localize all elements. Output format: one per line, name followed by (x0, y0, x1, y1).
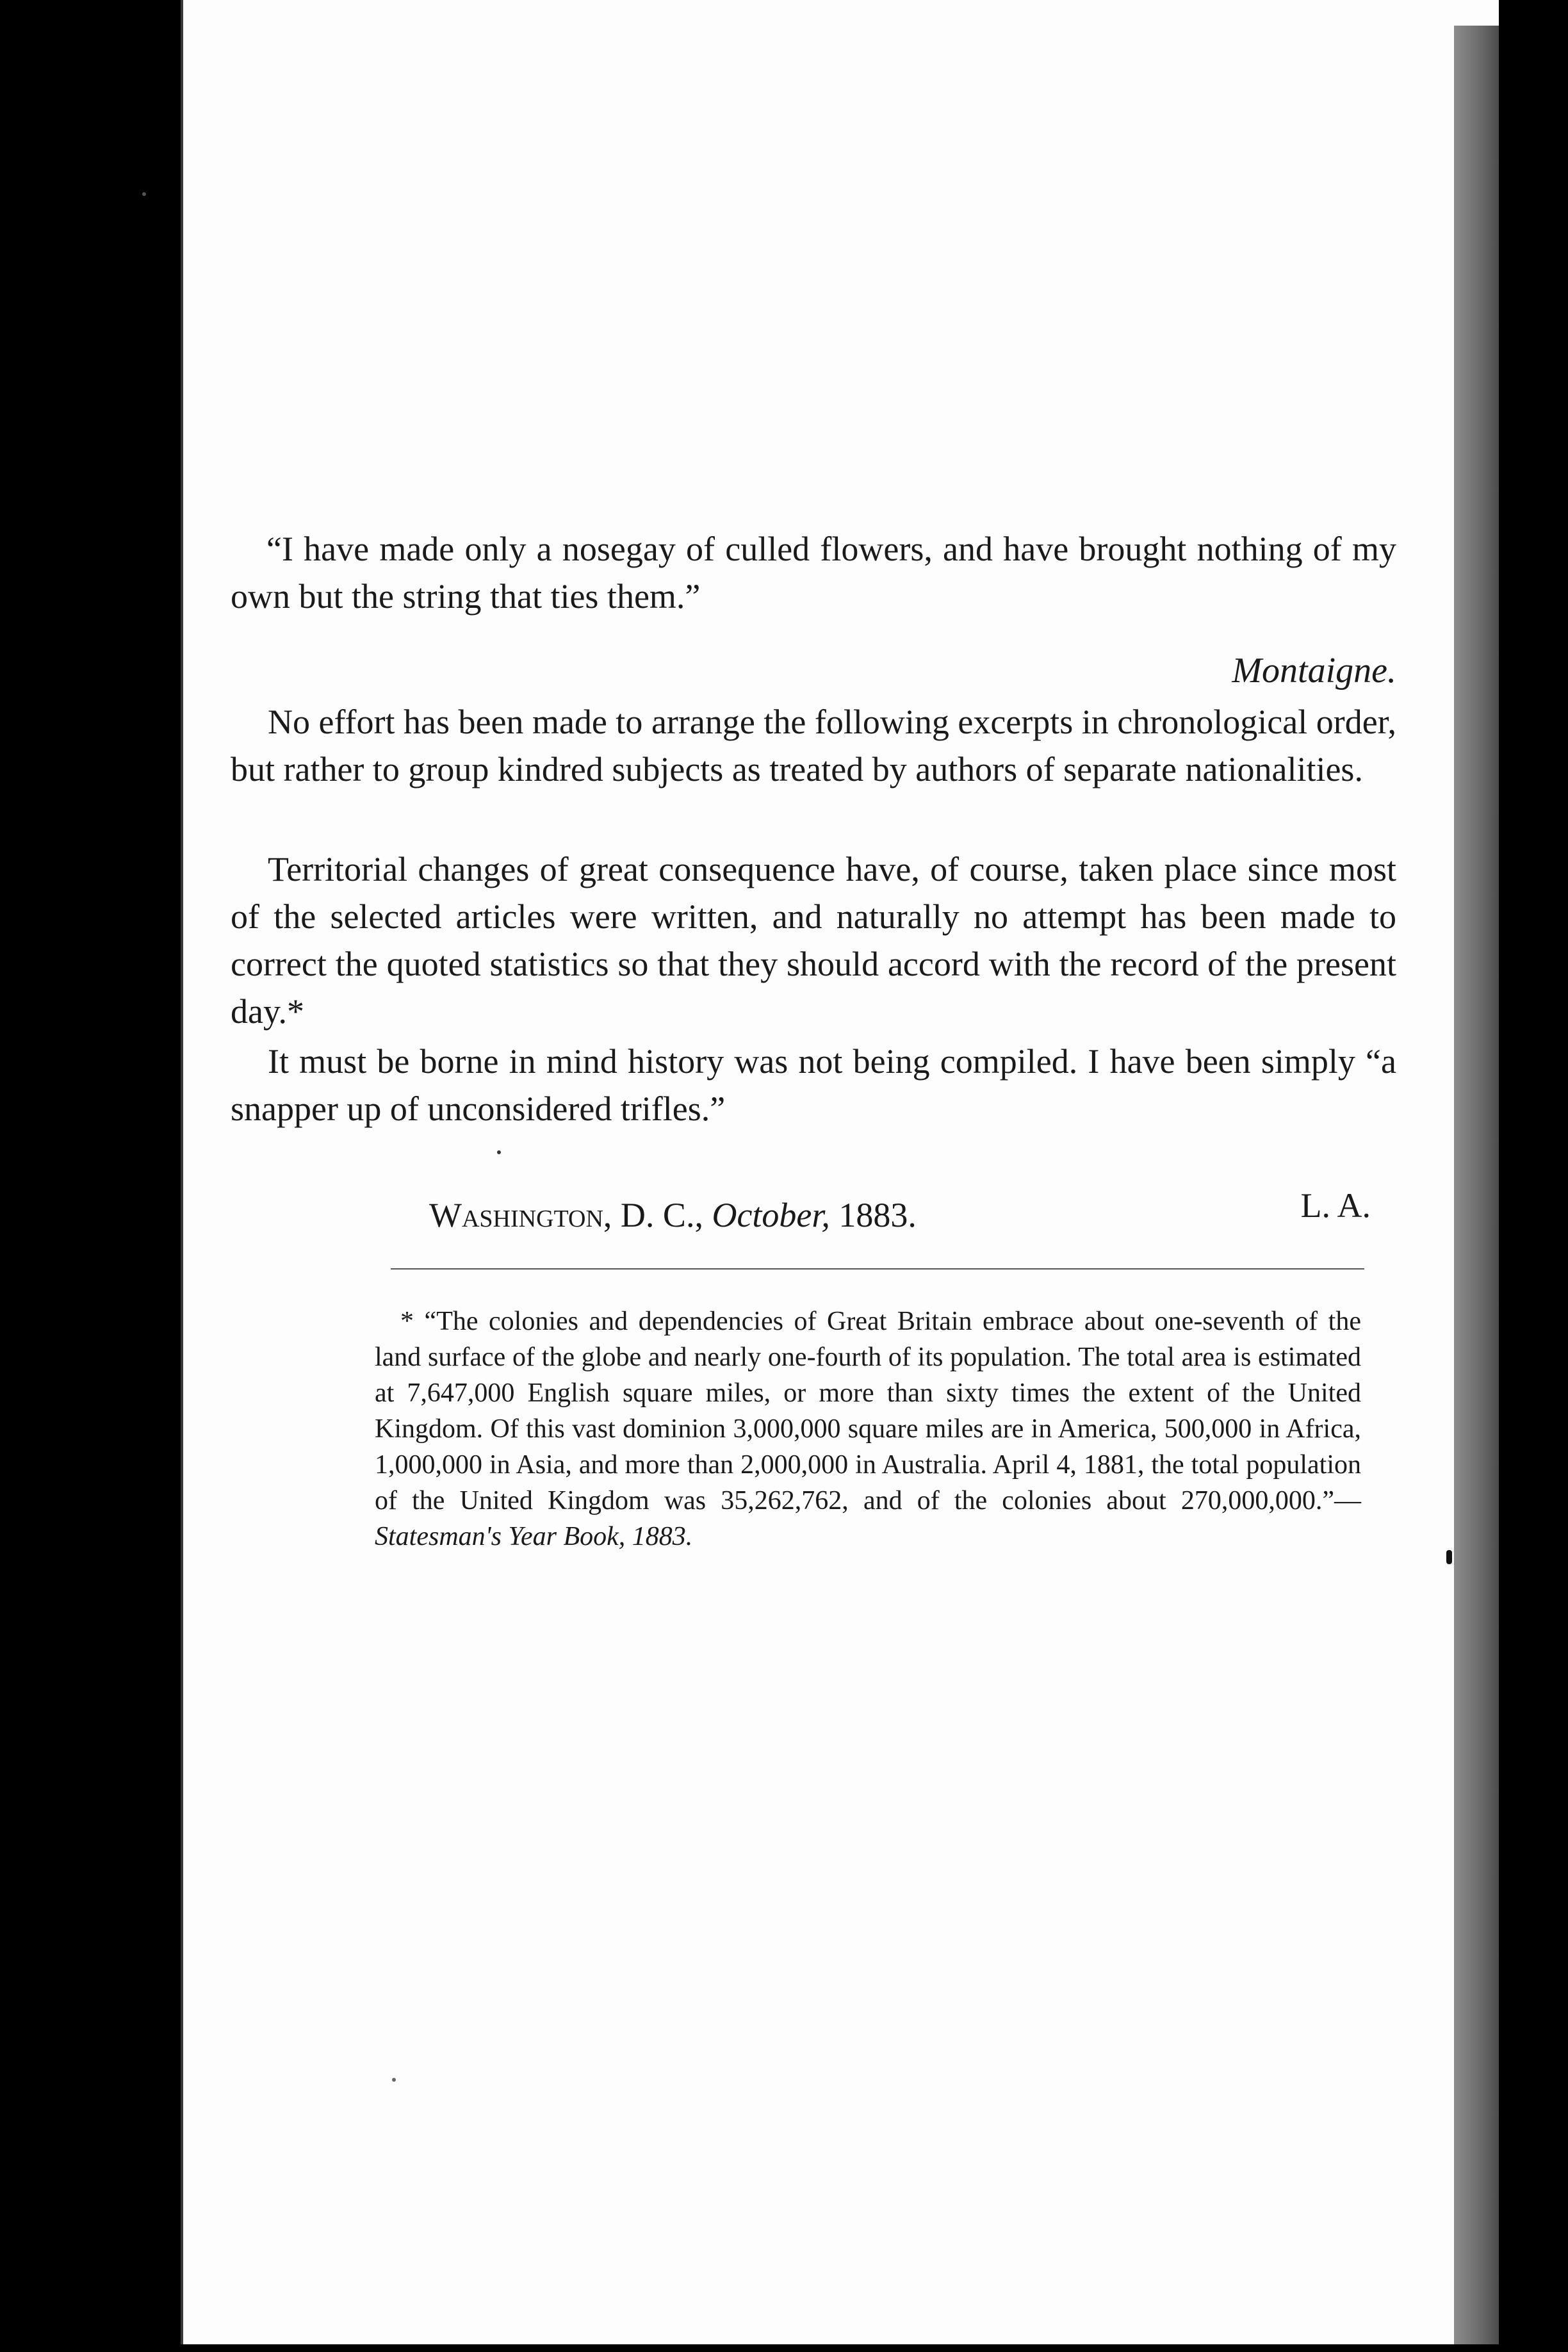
footnote-source: Statesman's Year Book, 1883. (375, 1522, 693, 1551)
print-speck (497, 1150, 501, 1154)
preface-paragraph-1: No effort has been made to arrange the following excerpts in chronological order, but rather to group kindred subjects as treated by authors of separate nationalities. (231, 703, 1396, 788)
print-speck (392, 2078, 396, 2082)
footnote (375, 1303, 1361, 1555)
dateline-place: Washington, D. C., (429, 1196, 703, 1234)
scan-right-margin (1499, 0, 1568, 2352)
preface-paragraph-2: Territorial changes of great consequence have, of course, taken place since most of the selected articles were written, and naturally no attempt has been made to correct the quoted statistics so that they should accord with the record of the present day.* (231, 850, 1396, 1031)
binding-mark (1446, 1550, 1452, 1564)
print-speck (142, 192, 146, 196)
epigraph-author: Montaigne. (1232, 651, 1396, 690)
dateline-year: 1883. (838, 1196, 917, 1234)
footnote-text: * “The colonies and dependencies of Great Britain embrace about one-seventh of the land surface of the globe and nearly one-fourth of its population. The total area is estimated at 7,647,000 English square miles, or more than sixty times the extent of the United Kingdom. Of this vast dominion 3,000,000 square miles are in America, 500,000 in Africa, 1,000,000 in Asia, and more than 2,000,000 in Australia. April 4, 1881, the total population of the United Kingdom was 35,262,762, and of the colonies about 270,000,000.”— (375, 1307, 1361, 1515)
epigraph-quote: “I have made only a nosegay of culled flowers, and have brought nothing of my own but the string that ties them.” (231, 530, 1396, 616)
page-edge-shadow (1454, 26, 1499, 2344)
dateline (429, 1191, 1134, 1239)
preface-paragraph-3: It must be borne in mind history was not being compiled. I have been simply “a snapper up of unconsidered trifles.” (231, 1042, 1396, 1128)
dateline-month: October, (712, 1196, 830, 1234)
author-initials: L. A. (1300, 1186, 1371, 1225)
footnote-divider (391, 1268, 1364, 1270)
